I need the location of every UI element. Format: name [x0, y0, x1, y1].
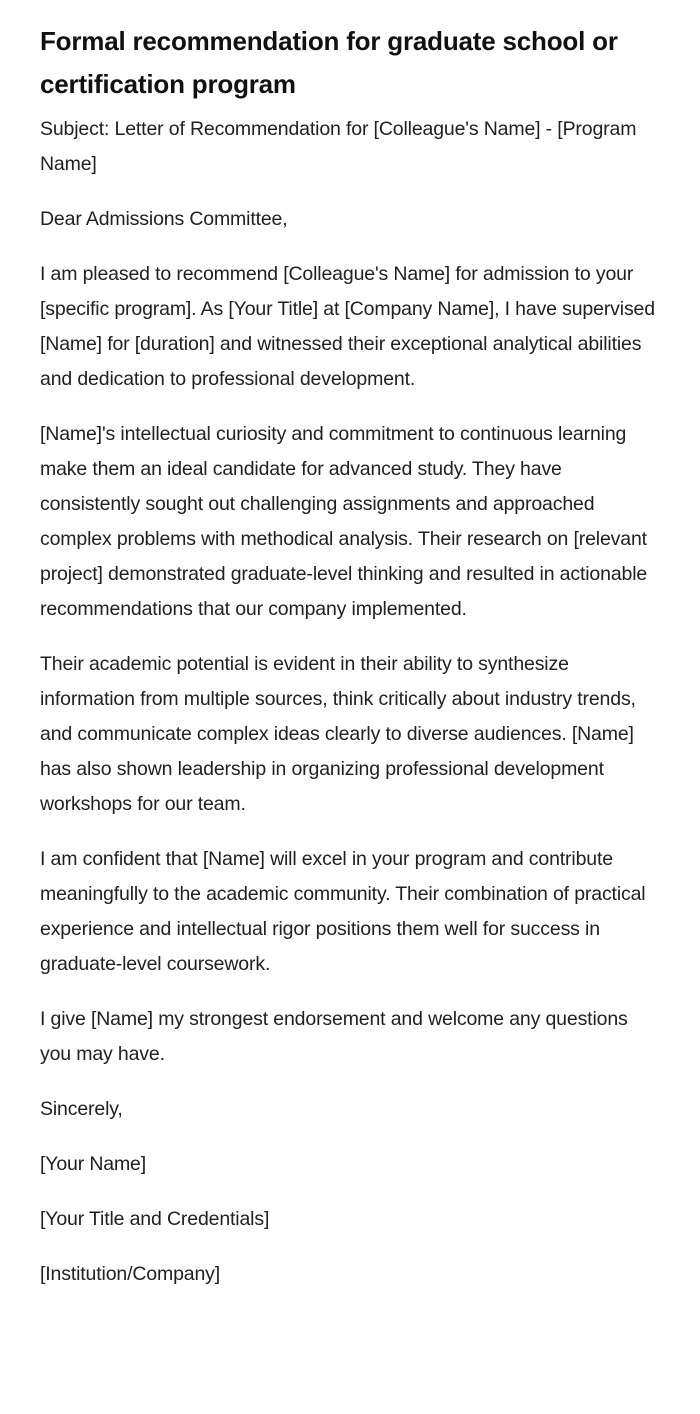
- letter-paragraph: I am confident that [Name] will excel in your program and contribute meaningfully to the academic community. Their combination of practical experience and intellectual rigor positions them well for success in graduate-level coursework.: [40, 848, 646, 975]
- letter-paragraph: [Institution/Company]: [40, 1263, 221, 1285]
- letter-paragraph: [Name]'s intellectual curiosity and commitment to continuous learning make them an ideal candidate for advanced study. They have consistently sought out challenging assignments and approached complex problems with methodical analysis. Their research on [relevant project] demonstrated graduate-level thinking and resulted in actionable recommendations that our company implemented.: [40, 423, 648, 620]
- letter-paragraph: Sincerely,: [40, 1098, 123, 1120]
- letter-paragraph: Dear Admissions Committee,: [40, 208, 288, 230]
- page-title: Formal recommendation for graduate school or certification program: [40, 26, 618, 99]
- letter-paragraph: I give [Name] my strongest endorsement and welcome any questions you may have.: [40, 1008, 628, 1065]
- letter-paragraph: I am pleased to recommend [Colleague's Name] for admission to your [specific program]. As [Your Title] at [Company Name], I have supervised [Name] for [duration] and witnessed their exceptional analytical abilities and dedication to professional development.: [40, 263, 655, 390]
- letter-paragraph: Their academic potential is evident in their ability to synthesize information from multiple sources, think critically about industry trends, and communicate complex ideas clearly to diverse audiences. [Name] has also shown leadership in organizing professional development workshops for our team.: [40, 653, 636, 815]
- letter-paragraph: [Your Name]: [40, 1153, 147, 1175]
- letter-body: [40, 112, 662, 1292]
- letter-paragraph: Subject: Letter of Recommendation for [Colleague's Name] - [Program Name]: [40, 118, 637, 175]
- letter-paragraph: [Your Title and Credentials]: [40, 1208, 270, 1230]
